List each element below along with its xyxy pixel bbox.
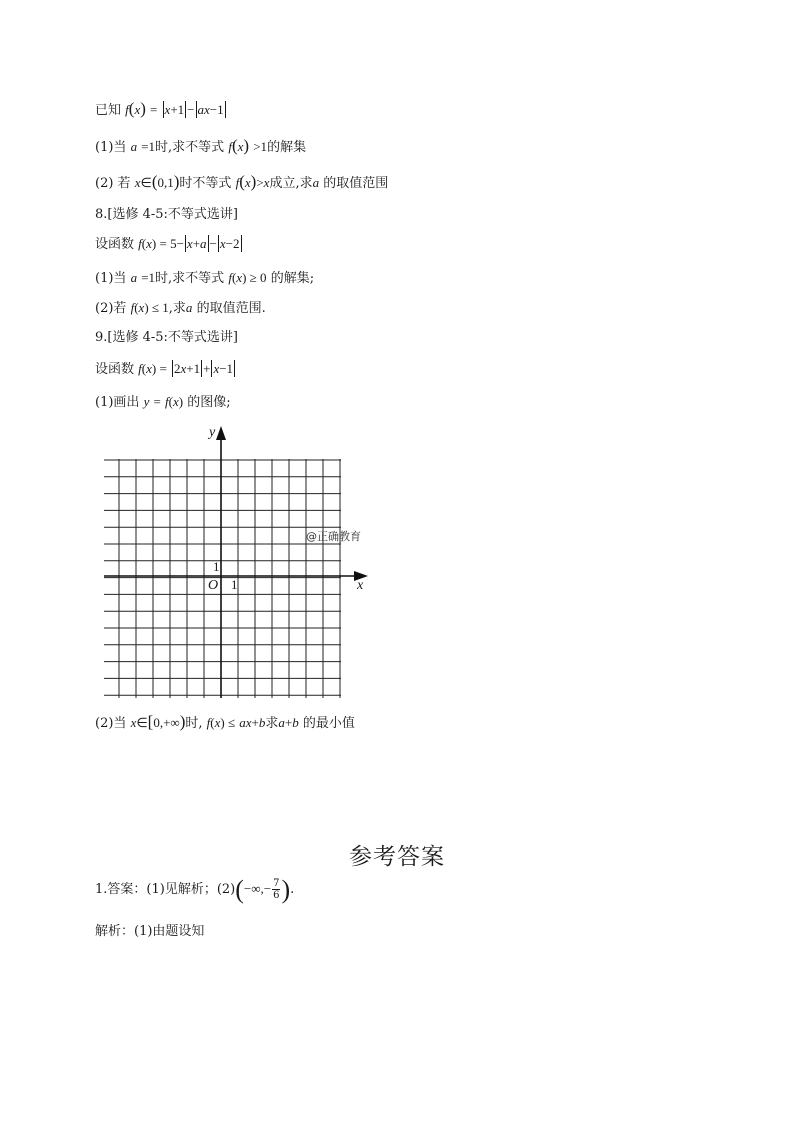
- answer-1: 1.答案：(1)见解析；(2)(−∞,− $\frac{7}{6}$ ).: [95, 875, 295, 904]
- origin-label: O: [208, 578, 219, 593]
- y-unit-label: 1: [213, 559, 220, 574]
- grid-lines: [104, 459, 341, 698]
- q8-part2: (2)若 f(x) ≤ 1,求a 的取值范围.: [95, 300, 266, 316]
- analysis-line: 解析：(1)由题设知: [95, 924, 205, 939]
- y-axis-arrow: [216, 426, 226, 440]
- answers-title: 参考答案: [349, 844, 445, 870]
- x-unit-label: 1: [231, 577, 238, 592]
- q9-part1: (1)画出 y = f(x) 的图像;: [95, 394, 231, 410]
- q9-definition: 设函数 f(x) = 2x+1 + x−1: [95, 361, 234, 377]
- q7-part2: (2) 若 x∈(0,1)时不等式 f(x)>x成立,求a 的取值范围: [95, 172, 389, 191]
- q8-definition: 设函数 f(x) = 5− x+a − x−2: [95, 236, 240, 252]
- q8-part1: (1)当 a =1时,求不等式 f(x) ≥ 0 的解集;: [95, 270, 315, 286]
- q7-definition: 已知 f(x) = x+1 − ax−1: [95, 99, 224, 118]
- fraction: $\frac{7}{6}$: [273, 878, 280, 901]
- x-axis-label: x: [357, 578, 364, 593]
- y-axis-label: y: [209, 425, 216, 440]
- q9-part2: (2)当 x∈[0,+∞)时, f(x) ≤ ax+b求a+b 的最小值: [95, 712, 355, 731]
- q7-intro-text: 已知: [95, 103, 122, 118]
- watermark-text: @正确教育: [306, 530, 361, 543]
- q8-header: 8.[选修 4-5:不等式选讲]: [95, 207, 238, 222]
- axes: [104, 426, 368, 698]
- q9-header: 9.[选修 4-5:不等式选讲]: [95, 330, 238, 345]
- q7-part1: (1)当 a =1时,求不等式 f(x) >1的解集: [95, 136, 307, 155]
